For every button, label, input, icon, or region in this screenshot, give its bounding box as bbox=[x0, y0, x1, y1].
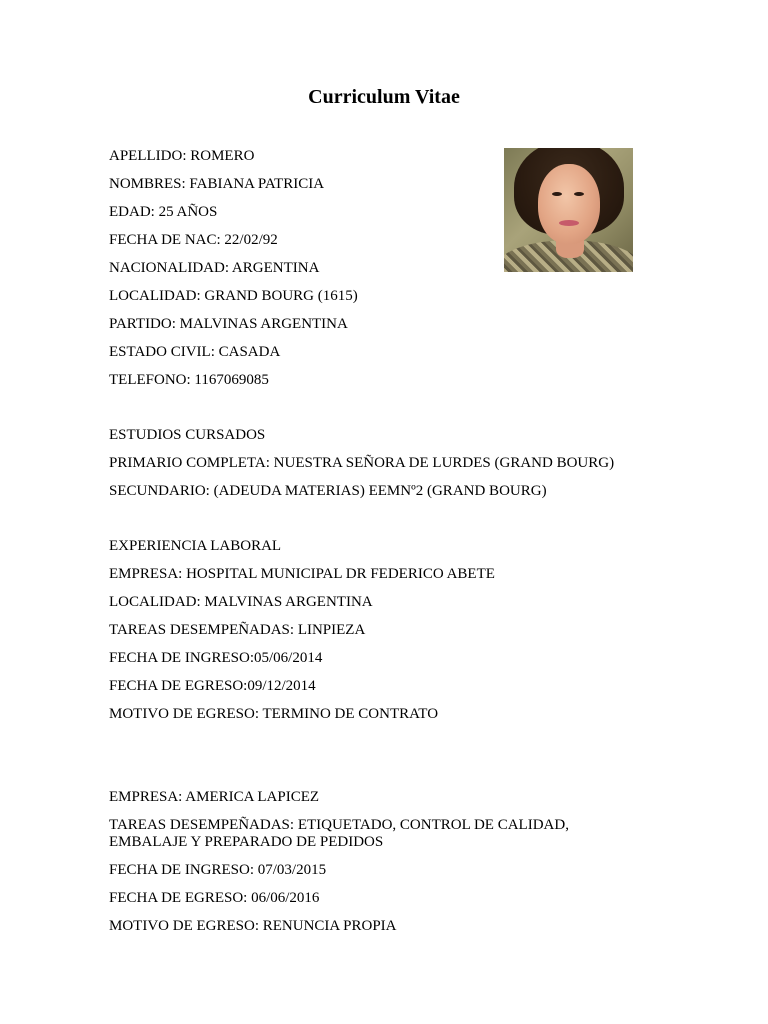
primario-line: PRIMARIO COMPLETA: NUESTRA SEÑORA DE LURDES (GRAND BOURG) bbox=[109, 455, 615, 471]
empleo2-tareas-2: EMBALAJE Y PREPARADO DE PEDIDOS bbox=[109, 834, 384, 850]
profile-photo bbox=[504, 148, 633, 272]
experiencia-heading: EXPERIENCIA LABORAL bbox=[109, 538, 282, 554]
edad-line: EDAD: 25 AÑOS bbox=[109, 204, 218, 220]
secundario-line: SECUNDARIO: (ADEUDA MATERIAS) EEMNº2 (GRAND BOURG) bbox=[109, 483, 547, 499]
empleo1-tareas: TAREAS DESEMPEÑADAS: LINPIEZA bbox=[109, 622, 366, 638]
empleo2-motivo: MOTIVO DE EGRESO: RENUNCIA PROPIA bbox=[109, 918, 397, 934]
empleo2-empresa: EMPRESA: AMERICA LAPICEZ bbox=[109, 789, 320, 805]
estado-civil-line: ESTADO CIVIL: CASADA bbox=[109, 344, 281, 360]
nombres-line: NOMBRES: FABIANA PATRICIA bbox=[109, 176, 325, 192]
empleo2-egreso: FECHA DE EGRESO: 06/06/2016 bbox=[109, 890, 320, 906]
fecha-nac-line: FECHA DE NAC: 22/02/92 bbox=[109, 232, 278, 248]
apellido-line: APELLIDO: ROMERO bbox=[109, 148, 255, 164]
telefono-line: TELEFONO: 1167069085 bbox=[109, 372, 269, 388]
empleo2-ingreso: FECHA DE INGRESO: 07/03/2015 bbox=[109, 862, 327, 878]
partido-line: PARTIDO: MALVINAS ARGENTINA bbox=[109, 316, 348, 332]
empleo1-motivo: MOTIVO DE EGRESO: TERMINO DE CONTRATO bbox=[109, 706, 439, 722]
empleo1-egreso: FECHA DE EGRESO:09/12/2014 bbox=[109, 678, 316, 694]
page-title: Curriculum Vitae bbox=[308, 86, 460, 108]
estudios-heading: ESTUDIOS CURSADOS bbox=[109, 427, 266, 443]
empleo1-empresa: EMPRESA: HOSPITAL MUNICIPAL DR FEDERICO ABETE bbox=[109, 566, 495, 582]
nacionalidad-line: NACIONALIDAD: ARGENTINA bbox=[109, 260, 320, 276]
empleo1-ingreso: FECHA DE INGRESO:05/06/2014 bbox=[109, 650, 323, 666]
empleo2-tareas-1: TAREAS DESEMPEÑADAS: ETIQUETADO, CONTROL DE CALIDAD, bbox=[109, 817, 569, 833]
localidad-line: LOCALIDAD: GRAND BOURG (1615) bbox=[109, 288, 358, 304]
empleo1-localidad: LOCALIDAD: MALVINAS ARGENTINA bbox=[109, 594, 373, 610]
